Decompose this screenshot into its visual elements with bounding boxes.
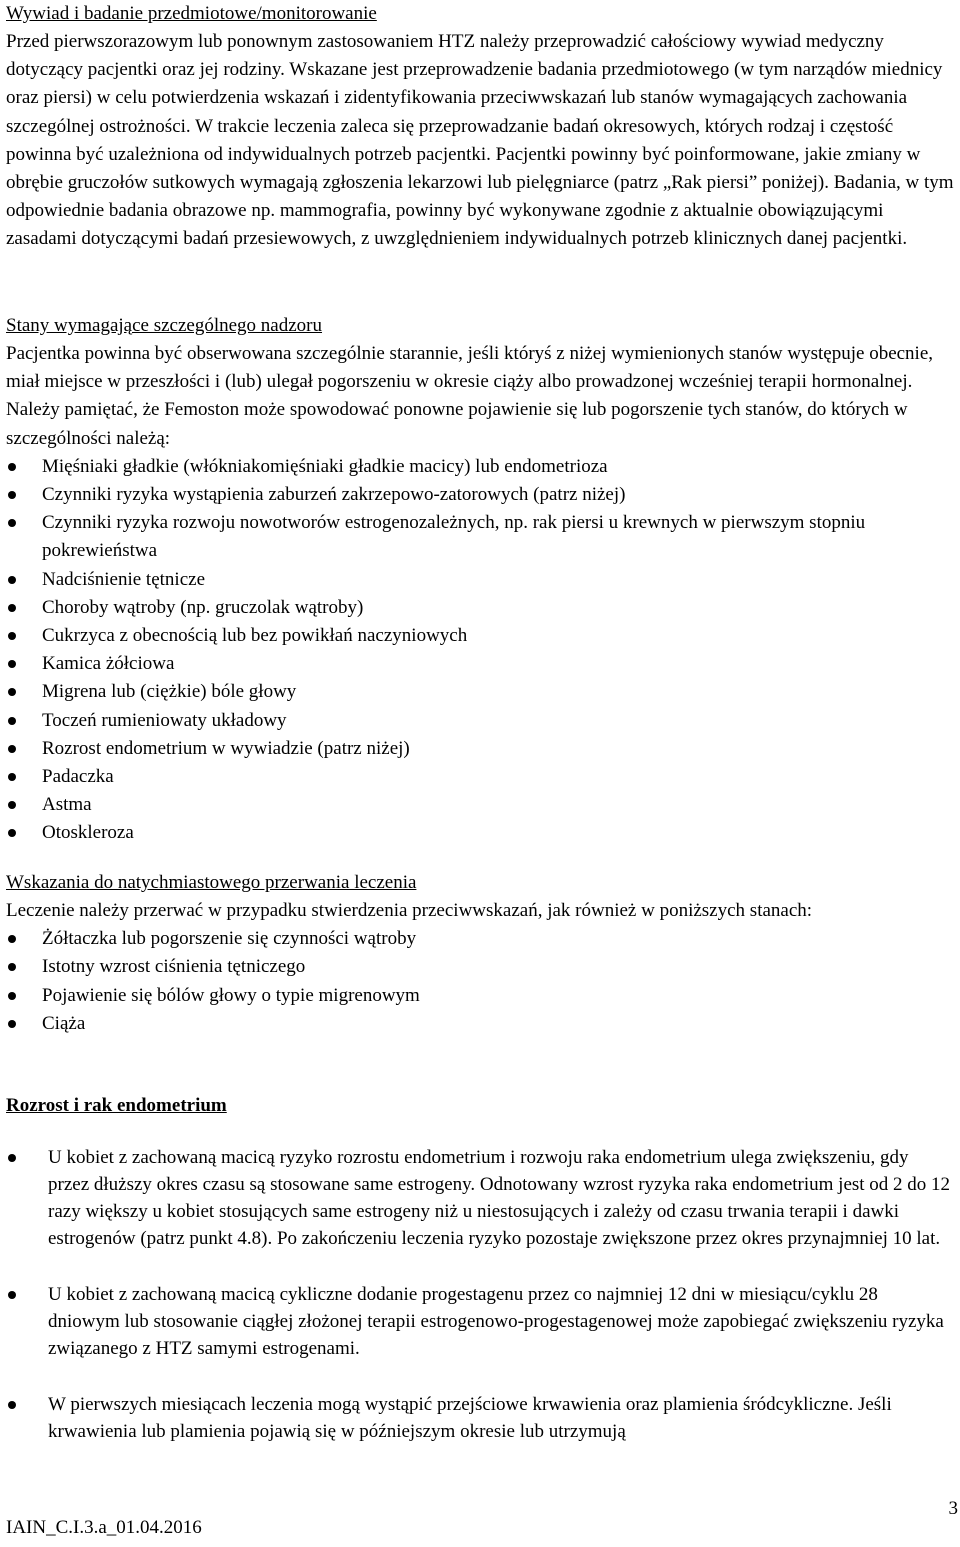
list-item: Migrena lub (ciężkie) bóle głowy bbox=[6, 678, 954, 706]
list-item: U kobiet z zachowaną macicą ryzyko rozrostu endometrium i rozwoju raka endometrium ulega zwiększeniu, gdy przez dłuższy okres czasu są stosowane same estrogeny. Odnotowany wzrost ryzyka raka endometrium jest od 2 do 12 razy większy u kobiet stosujących same estrogeny niż u niestosujących i zależy od czasu trwania terapii i dawki estrogenów (patrz punkt 4.8). Po zakończeniu leczenia ryzyko pozostaje zwiększone przez okres przynajmniej 10 lat. bbox=[6, 1144, 954, 1252]
list-item: Rozrost endometrium w wywiadzie (patrz niżej) bbox=[6, 735, 954, 763]
list-item: Toczeń rumieniowaty układowy bbox=[6, 707, 954, 735]
list-item: Kamica żółciowa bbox=[6, 650, 954, 678]
section-supervision bbox=[6, 312, 954, 848]
section-body: Pacjentka powinna być obserwowana szczególnie starannie, jeśli któryś z niżej wymienionych stanów występuje obecnie, miał miejsce w przeszłości i (lub) ulegał pogorszeniu w okresie ciąży albo prowadzonej wcześniej terapii hormonalnej. Należy pamiętać, że Femoston może spowodować ponowne pojawienie się lub pogorszenie tych stanów, do których w szczególności należą: bbox=[6, 343, 934, 449]
list-item: Czynniki ryzyka rozwoju nowotworów estrogenozależnych, np. rak piersi u krewnych w pierwszym stopniu pokrewieństwa bbox=[6, 509, 954, 565]
section-endometrium bbox=[6, 1092, 954, 1445]
list-item: Otoskleroza bbox=[6, 819, 954, 847]
list-item: Ciąża bbox=[6, 1010, 954, 1038]
section-heading: Stany wymagające szczególnego nadzoru bbox=[6, 315, 323, 336]
list-item: Mięśniaki gładkie (włókniakomięśniaki gładkie macicy) lub endometrioza bbox=[6, 453, 954, 481]
section-heading: Wskazania do natychmiastowego przerwania leczenia bbox=[6, 872, 417, 893]
list-item: Choroby wątroby (np. gruczolak wątroby) bbox=[6, 594, 954, 622]
section-heading: Wywiad i badanie przedmiotowe/monitorowanie bbox=[6, 3, 377, 24]
section-interview bbox=[6, 0, 954, 254]
list-item: Nadciśnienie tętnicze bbox=[6, 566, 954, 594]
section-body: Leczenie należy przerwać w przypadku stwierdzenia przeciwwskazań, jak również w poniższych stanach: bbox=[6, 900, 813, 921]
page-number: 3 bbox=[948, 1498, 958, 1519]
list-item: U kobiet z zachowaną macicą cykliczne dodanie progestagenu przez co najmniej 12 dni w miesiącu/cyklu 28 dniowym lub stosowanie ciągłej złożonej terapii estrogenowo-progestagenowej może zapobiegać zwiększeniu ryzyka związanego z HTZ samymi estrogenami. bbox=[6, 1281, 954, 1362]
list-item: Żółtaczka lub pogorszenie się czynności wątroby bbox=[6, 925, 954, 953]
list-item: Padaczka bbox=[6, 763, 954, 791]
list-item: Cukrzyca z obecnością lub bez powikłań naczyniowych bbox=[6, 622, 954, 650]
section-withdrawal bbox=[6, 869, 954, 1038]
list-item: Astma bbox=[6, 791, 954, 819]
section-heading: Rozrost i rak endometrium bbox=[6, 1095, 227, 1116]
list-item: W pierwszych miesiącach leczenia mogą wystąpić przejściowe krwawienia oraz plamienia śródcykliczne. Jeśli krwawienia lub plamienia pojawią się w późniejszym okresie lub utrzymują bbox=[6, 1391, 954, 1445]
conditions-list bbox=[6, 453, 954, 848]
list-item: Czynniki ryzyka wystąpienia zaburzeń zakrzepowo-zatorowych (patrz niżej) bbox=[6, 481, 954, 509]
document-code: IAIN_C.I.3.a_01.04.2016 bbox=[6, 1517, 202, 1538]
section-body: Przed pierwszorazowym lub ponownym zastosowaniem HTZ należy przeprowadzić całościowy wywiad medyczny dotyczący pacjentki oraz jej rodziny. Wskazane jest przeprowadzenie badania przedmiotowego (w tym narządów miednicy oraz piersi) w celu potwierdzenia wskazań i zidentyfikowania przeciwwskazań lub stanów wymagających zachowania szczególnej ostrożności. W trakcie leczenia zaleca się przeprowadzanie badań okresowych, których rodzaj i częstość powinna być uzależniona od indywidualnych potrzeb pacjentki. Pacjentki powinny być poinformowane, jakie zmiany w obrębie gruczołów sutkowych wymagają zgłoszenia lekarzowi lub pielęgniarce (patrz „Rak piersi” poniżej). Badania, w tym odpowiednie badania obrazowe np. mammografia, powinny być wykonywane zgodnie z aktualnie obowiązującymi zasadami dotyczącymi badań przesiewowych, z uwzględnieniem indywidualnych potrzeb klinicznych danej pacjentki. bbox=[6, 31, 954, 250]
list-item: Pojawienie się bólów głowy o typie migrenowym bbox=[6, 982, 954, 1010]
withdrawal-list bbox=[6, 925, 954, 1038]
list-item: Istotny wzrost ciśnienia tętniczego bbox=[6, 953, 954, 981]
endometrium-list bbox=[6, 1144, 954, 1445]
